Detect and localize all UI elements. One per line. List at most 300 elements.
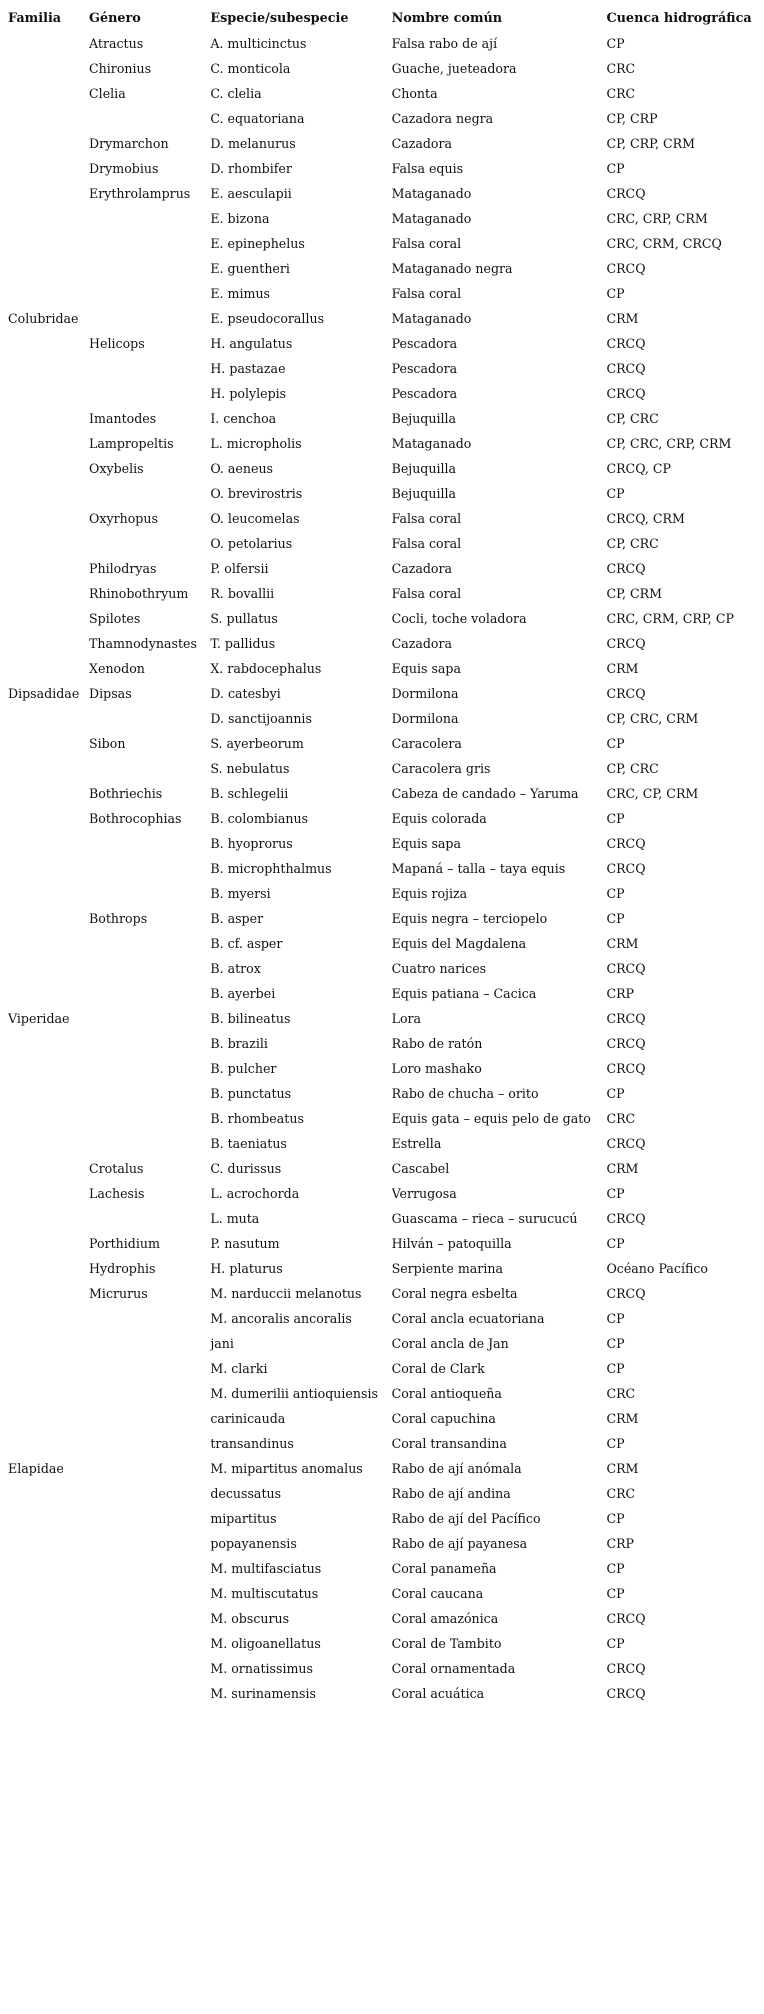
table-row xyxy=(8,631,764,656)
cell-familia xyxy=(8,1281,89,1306)
cell-genero xyxy=(89,1331,210,1356)
cell-familia xyxy=(8,81,89,106)
cell-genero: Sibon xyxy=(89,736,126,751)
cell-genero xyxy=(89,1006,210,1031)
cell-genero: Oxybelis xyxy=(89,461,144,476)
cell-cuenca: CRCQ xyxy=(606,261,646,276)
table-row xyxy=(8,1331,764,1356)
cell-nombre-comun: Cascabel xyxy=(391,1161,450,1176)
cell-especie: B. hyoprorus xyxy=(210,836,293,851)
table-row xyxy=(8,281,764,306)
table-row xyxy=(8,731,764,756)
cell-genero xyxy=(89,706,210,731)
cell-nombre-comun: Equis sapa xyxy=(391,836,461,851)
table-row xyxy=(8,1256,764,1281)
cell-nombre-comun: Falsa equis xyxy=(391,161,464,176)
cell-cuenca: CP xyxy=(606,1336,625,1351)
cell-cuenca: CP xyxy=(606,1311,625,1326)
table-row xyxy=(8,831,764,856)
cell-familia xyxy=(8,506,89,531)
cell-nombre-comun: Coral ornamentada xyxy=(391,1661,516,1676)
cell-nombre-comun: Verrugosa xyxy=(391,1186,457,1201)
table-row xyxy=(8,31,764,56)
cell-especie: M. multifasciatus xyxy=(210,1561,322,1576)
cell-especie: P. nasutum xyxy=(210,1236,280,1251)
cell-familia xyxy=(8,931,89,956)
cell-familia xyxy=(8,256,89,281)
cell-genero xyxy=(89,831,210,856)
cell-genero xyxy=(89,1456,210,1481)
cell-familia xyxy=(8,1306,89,1331)
cell-familia xyxy=(8,156,89,181)
cell-nombre-comun: Guache, jueteadora xyxy=(391,61,517,76)
table-row xyxy=(8,1681,764,1706)
cell-familia xyxy=(8,906,89,931)
cell-genero: Oxyrhopus xyxy=(89,511,158,526)
cell-familia: Viperidae xyxy=(8,1011,70,1026)
cell-familia xyxy=(8,331,89,356)
cell-genero xyxy=(89,1681,210,1706)
cell-especie: B. punctatus xyxy=(210,1086,292,1101)
cell-cuenca: CP, CRC, CRP, CRM xyxy=(606,436,732,451)
cell-especie: M. narduccii melanotus xyxy=(210,1286,362,1301)
cell-nombre-comun: Dormilona xyxy=(391,686,459,701)
cell-genero: Lampropeltis xyxy=(89,436,174,451)
cell-cuenca: CRCQ xyxy=(606,361,646,376)
cell-especie: C. durissus xyxy=(210,1161,282,1176)
cell-nombre-comun: Loro mashako xyxy=(391,1061,482,1076)
cell-especie: E. epinephelus xyxy=(210,236,305,251)
cell-nombre-comun: Guascama – rieca – surucucú xyxy=(391,1211,578,1226)
cell-genero: Drymobius xyxy=(89,161,159,176)
cell-cuenca: CRCQ xyxy=(606,1286,646,1301)
cell-cuenca: CRCQ xyxy=(606,186,646,201)
cell-genero xyxy=(89,1481,210,1506)
cell-cuenca: CRP xyxy=(606,1536,635,1551)
table-row xyxy=(8,56,764,81)
cell-genero xyxy=(89,1031,210,1056)
cell-especie: R. bovallii xyxy=(210,586,275,601)
table-row xyxy=(8,656,764,681)
table-row xyxy=(8,606,764,631)
cell-cuenca: CRCQ xyxy=(606,636,646,651)
cell-cuenca: CP xyxy=(606,811,625,826)
cell-especie: B. bilineatus xyxy=(210,1011,291,1026)
cell-genero: Helicops xyxy=(89,336,145,351)
cell-genero xyxy=(89,881,210,906)
cell-genero xyxy=(89,481,210,506)
cell-cuenca: CRM xyxy=(606,661,639,676)
table-row xyxy=(8,1531,764,1556)
table-row xyxy=(8,1181,764,1206)
cell-nombre-comun: Equis negra – terciopelo xyxy=(391,911,548,926)
cell-nombre-comun: Cabeza de candado – Yaruma xyxy=(391,786,579,801)
cell-familia xyxy=(8,831,89,856)
cell-genero xyxy=(89,1631,210,1656)
cell-familia xyxy=(8,31,89,56)
cell-familia xyxy=(8,1381,89,1406)
cell-cuenca: CRC, CP, CRM xyxy=(606,786,699,801)
cell-cuenca: CRCQ xyxy=(606,1061,646,1076)
cell-cuenca: CRCQ xyxy=(606,861,646,876)
cell-cuenca: CRCQ xyxy=(606,961,646,976)
cell-especie: O. aeneus xyxy=(210,461,274,476)
cell-familia xyxy=(8,456,89,481)
cell-familia xyxy=(8,806,89,831)
cell-cuenca: CRC, CRM, CRCQ xyxy=(606,236,722,251)
cell-nombre-comun: Equis patiana – Cacica xyxy=(391,986,537,1001)
table-row xyxy=(8,456,764,481)
cell-nombre-comun: Pescadora xyxy=(391,361,458,376)
cell-genero xyxy=(89,256,210,281)
cell-familia xyxy=(8,206,89,231)
cell-cuenca: CRCQ xyxy=(606,336,646,351)
cell-genero xyxy=(89,1381,210,1406)
cell-especie: B. ayerbei xyxy=(210,986,276,1001)
cell-nombre-comun: Mapaná – talla – taya equis xyxy=(391,861,566,876)
cell-cuenca: CP xyxy=(606,1436,625,1451)
cell-nombre-comun: Chonta xyxy=(391,86,438,101)
cell-cuenca: CP xyxy=(606,1086,625,1101)
cell-genero: Bothrops xyxy=(89,911,148,926)
table-row xyxy=(8,481,764,506)
table-row xyxy=(8,756,764,781)
cell-nombre-comun: Cazadora xyxy=(391,561,453,576)
cell-cuenca: CRC xyxy=(606,61,636,76)
table-row xyxy=(8,1431,764,1456)
table-row xyxy=(8,131,764,156)
table-row xyxy=(8,556,764,581)
cell-genero: Crotalus xyxy=(89,1161,144,1176)
cell-especie: E. guentheri xyxy=(210,261,290,276)
cell-cuenca: CRM xyxy=(606,1461,639,1476)
cell-familia xyxy=(8,131,89,156)
cell-especie: M. ancoralis ancoralis xyxy=(210,1311,352,1326)
cell-genero xyxy=(89,956,210,981)
table-row xyxy=(8,1631,764,1656)
cell-cuenca: CP, CRM xyxy=(606,586,663,601)
cell-especie: D. melanurus xyxy=(210,136,296,151)
cell-cuenca: CRC xyxy=(606,86,636,101)
cell-nombre-comun: Mataganado xyxy=(391,311,472,326)
cell-nombre-comun: Cocli, toche voladora xyxy=(391,611,527,626)
cell-nombre-comun: Coral acuática xyxy=(391,1686,485,1701)
table-row xyxy=(8,1106,764,1131)
cell-nombre-comun: Falsa rabo de ají xyxy=(391,36,498,51)
table-row xyxy=(8,1406,764,1431)
cell-especie: B. cf. asper xyxy=(210,936,283,951)
cell-nombre-comun: Rabo de ratón xyxy=(391,1036,483,1051)
cell-especie: M. surinamensis xyxy=(210,1686,316,1701)
cell-nombre-comun: Rabo de ají anómala xyxy=(391,1461,522,1476)
table-row xyxy=(8,156,764,181)
table-row xyxy=(8,406,764,431)
cell-familia xyxy=(8,1156,89,1181)
cell-familia xyxy=(8,56,89,81)
table-row xyxy=(8,1081,764,1106)
cell-cuenca: CRCQ xyxy=(606,1036,646,1051)
cell-nombre-comun: Cazadora negra xyxy=(391,111,494,126)
cell-genero: Lachesis xyxy=(89,1186,145,1201)
cell-genero xyxy=(89,1306,210,1331)
cell-nombre-comun: Cuatro narices xyxy=(391,961,487,976)
cell-especie: E. bizona xyxy=(210,211,270,226)
cell-cuenca: Océano Pacífico xyxy=(606,1261,709,1276)
cell-nombre-comun: Coral de Clark xyxy=(391,1361,485,1376)
cell-cuenca: CP, CRP, CRM xyxy=(606,136,696,151)
header-especie: Especie/subespecie xyxy=(210,11,349,26)
cell-familia xyxy=(8,1231,89,1256)
cell-cuenca: CP, CRC xyxy=(606,411,659,426)
cell-genero xyxy=(89,1131,210,1156)
cell-familia xyxy=(8,1031,89,1056)
cell-familia xyxy=(8,1606,89,1631)
cell-cuenca: CP xyxy=(606,1361,625,1376)
cell-nombre-comun: Coral panameña xyxy=(391,1561,497,1576)
cell-cuenca: CRCQ xyxy=(606,1011,646,1026)
cell-familia xyxy=(8,281,89,306)
table-row xyxy=(8,706,764,731)
cell-familia xyxy=(8,656,89,681)
cell-familia xyxy=(8,1181,89,1206)
cell-nombre-comun: Equis sapa xyxy=(391,661,461,676)
cell-especie: L. acrochorda xyxy=(210,1186,300,1201)
cell-especie: E. aesculapii xyxy=(210,186,292,201)
table-row xyxy=(8,781,764,806)
cell-nombre-comun: Falsa coral xyxy=(391,586,462,601)
cell-familia xyxy=(8,481,89,506)
cell-familia xyxy=(8,356,89,381)
cell-nombre-comun: Equis colorada xyxy=(391,811,487,826)
cell-cuenca: CP xyxy=(606,161,625,176)
cell-especie: M. dumerilii antioquiensis xyxy=(210,1386,378,1401)
table-row xyxy=(8,181,764,206)
table-row xyxy=(8,356,764,381)
cell-especie: D. rhombifer xyxy=(210,161,292,176)
cell-familia xyxy=(8,531,89,556)
cell-genero: Micrurus xyxy=(89,1286,148,1301)
cell-especie: C. monticola xyxy=(210,61,291,76)
cell-especie: popayanensis xyxy=(210,1536,297,1551)
cell-nombre-comun: Mataganado xyxy=(391,436,472,451)
cell-genero: Thamnodynastes xyxy=(89,636,197,651)
cell-nombre-comun: Pescadora xyxy=(391,336,458,351)
cell-familia xyxy=(8,856,89,881)
cell-cuenca: CP xyxy=(606,911,625,926)
cell-familia xyxy=(8,1556,89,1581)
cell-genero xyxy=(89,856,210,881)
cell-nombre-comun: Serpiente marina xyxy=(391,1261,503,1276)
cell-nombre-comun: Lora xyxy=(391,1011,422,1026)
cell-familia xyxy=(8,706,89,731)
cell-nombre-comun: Caracolera gris xyxy=(391,761,491,776)
cell-nombre-comun: Coral transandina xyxy=(391,1436,507,1451)
table-body xyxy=(8,31,764,1706)
cell-especie: H. pastazae xyxy=(210,361,286,376)
header-row xyxy=(8,6,764,31)
cell-genero xyxy=(89,381,210,406)
table-row xyxy=(8,1006,764,1031)
cell-genero: Chironius xyxy=(89,61,152,76)
cell-cuenca: CP, CRC xyxy=(606,761,659,776)
table-header xyxy=(8,6,764,31)
cell-familia xyxy=(8,231,89,256)
cell-familia xyxy=(8,1481,89,1506)
cell-nombre-comun: Pescadora xyxy=(391,386,458,401)
header-genero: Género xyxy=(89,11,141,26)
cell-especie: H. platurus xyxy=(210,1261,283,1276)
cell-genero xyxy=(89,756,210,781)
cell-cuenca: CP, CRC, CRM xyxy=(606,711,699,726)
cell-familia xyxy=(8,956,89,981)
table-row xyxy=(8,931,764,956)
table-row xyxy=(8,1481,764,1506)
table-row xyxy=(8,1456,764,1481)
cell-cuenca: CP xyxy=(606,1236,625,1251)
cell-familia xyxy=(8,606,89,631)
cell-especie: T. pallidus xyxy=(210,636,276,651)
cell-cuenca: CP xyxy=(606,1561,625,1576)
header-familia: Familia xyxy=(8,11,62,26)
cell-especie: E. mimus xyxy=(210,286,271,301)
cell-familia xyxy=(8,406,89,431)
cell-cuenca: CP xyxy=(606,1186,625,1201)
cell-especie: B. atrox xyxy=(210,961,261,976)
cell-familia xyxy=(8,381,89,406)
cell-familia xyxy=(8,1531,89,1556)
table-row xyxy=(8,1606,764,1631)
cell-cuenca: CRCQ xyxy=(606,1661,646,1676)
cell-especie: B. myersi xyxy=(210,886,271,901)
cell-familia xyxy=(8,1081,89,1106)
cell-genero: Xenodon xyxy=(89,661,145,676)
table-row xyxy=(8,906,764,931)
cell-especie: mipartitus xyxy=(210,1511,277,1526)
cell-cuenca: CRCQ xyxy=(606,1211,646,1226)
cell-especie: D. sanctijoannis xyxy=(210,711,312,726)
cell-genero xyxy=(89,281,210,306)
table-row xyxy=(8,1356,764,1381)
cell-familia xyxy=(8,1106,89,1131)
cell-genero: Hydrophis xyxy=(89,1261,156,1276)
cell-cuenca: CRCQ xyxy=(606,1686,646,1701)
cell-nombre-comun: Rabo de ají andina xyxy=(391,1486,511,1501)
cell-familia xyxy=(8,581,89,606)
cell-especie: P. olfersii xyxy=(210,561,269,576)
table-row xyxy=(8,1031,764,1056)
table-row xyxy=(8,1656,764,1681)
cell-nombre-comun: Coral ancla ecuatoriana xyxy=(391,1311,545,1326)
cell-genero: Drymarchon xyxy=(89,136,169,151)
cell-especie: M. obscurus xyxy=(210,1611,290,1626)
cell-familia xyxy=(8,1056,89,1081)
cell-cuenca: CRCQ xyxy=(606,686,646,701)
cell-cuenca: CP xyxy=(606,36,625,51)
cell-genero xyxy=(89,1506,210,1531)
table-row xyxy=(8,1506,764,1531)
cell-familia xyxy=(8,1656,89,1681)
cell-familia: Elapidae xyxy=(8,1461,64,1476)
cell-nombre-comun: Bejuquilla xyxy=(391,486,457,501)
table-row xyxy=(8,306,764,331)
table-row xyxy=(8,581,764,606)
cell-nombre-comun: Bejuquilla xyxy=(391,411,457,426)
cell-cuenca: CP, CRC xyxy=(606,536,659,551)
cell-especie: B. brazili xyxy=(210,1036,268,1051)
cell-especie: jani xyxy=(210,1336,234,1351)
cell-cuenca: CRC, CRP, CRM xyxy=(606,211,708,226)
cell-especie: B. pulcher xyxy=(210,1061,277,1076)
cell-nombre-comun: Bejuquilla xyxy=(391,461,457,476)
cell-familia xyxy=(8,181,89,206)
table-row xyxy=(8,956,764,981)
cell-nombre-comun: Mataganado negra xyxy=(391,261,513,276)
table-row xyxy=(8,256,764,281)
cell-nombre-comun: Equis del Magdalena xyxy=(391,936,527,951)
cell-cuenca: CRC xyxy=(606,1486,636,1501)
cell-genero xyxy=(89,1081,210,1106)
cell-genero: Rhinobothryum xyxy=(89,586,189,601)
cell-cuenca: CP xyxy=(606,736,625,751)
cell-nombre-comun: Cazadora xyxy=(391,136,453,151)
cell-nombre-comun: Dormilona xyxy=(391,711,459,726)
cell-especie: M. ornatissimus xyxy=(210,1661,314,1676)
cell-familia xyxy=(8,1506,89,1531)
table-row xyxy=(8,1556,764,1581)
cell-especie: decussatus xyxy=(210,1486,282,1501)
cell-familia xyxy=(8,106,89,131)
cell-genero: Bothrocophias xyxy=(89,811,182,826)
table-row xyxy=(8,531,764,556)
species-table xyxy=(8,6,764,1706)
cell-especie: D. catesbyi xyxy=(210,686,281,701)
cell-familia xyxy=(8,1356,89,1381)
cell-cuenca: CRM xyxy=(606,936,639,951)
cell-especie: X. rabdocephalus xyxy=(210,661,322,676)
cell-especie: C. equatoriana xyxy=(210,111,305,126)
table-row xyxy=(8,506,764,531)
cell-familia xyxy=(8,781,89,806)
table-row xyxy=(8,431,764,456)
cell-especie: M. clarki xyxy=(210,1361,268,1376)
cell-nombre-comun: Falsa coral xyxy=(391,286,462,301)
cell-genero: Erythrolamprus xyxy=(89,186,191,201)
table-row xyxy=(8,806,764,831)
cell-nombre-comun: Rabo de ají payanesa xyxy=(391,1536,528,1551)
cell-genero xyxy=(89,981,210,1006)
cell-genero xyxy=(89,1656,210,1681)
cell-genero xyxy=(89,206,210,231)
cell-especie: O. leucomelas xyxy=(210,511,300,526)
cell-familia xyxy=(8,1681,89,1706)
cell-genero xyxy=(89,1056,210,1081)
table-row xyxy=(8,331,764,356)
cell-especie: E. pseudocorallus xyxy=(210,311,325,326)
cell-familia xyxy=(8,981,89,1006)
table-row xyxy=(8,1056,764,1081)
cell-familia xyxy=(8,556,89,581)
table-row xyxy=(8,106,764,131)
cell-cuenca: CRM xyxy=(606,1411,639,1426)
cell-nombre-comun: Caracolera xyxy=(391,736,462,751)
cell-genero xyxy=(89,1431,210,1456)
cell-familia xyxy=(8,631,89,656)
cell-familia xyxy=(8,1331,89,1356)
cell-especie: S. pullatus xyxy=(210,611,278,626)
table-row xyxy=(8,1581,764,1606)
table-row xyxy=(8,1131,764,1156)
cell-genero: Atractus xyxy=(89,36,144,51)
